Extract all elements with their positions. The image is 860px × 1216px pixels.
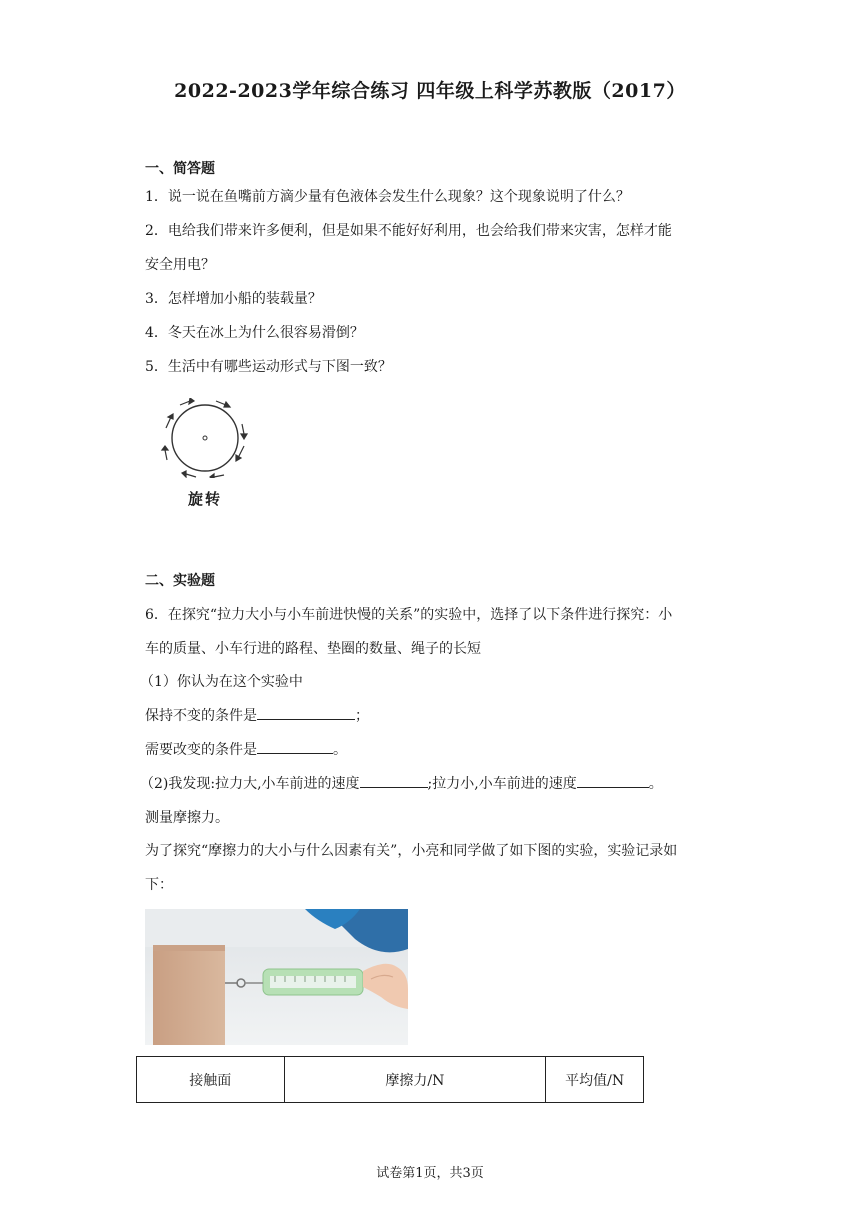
header-contact-surface: 接触面 xyxy=(137,1057,285,1103)
header-friction: 摩擦力/N xyxy=(284,1057,546,1103)
page-title: 2022-2023学年综合练习 四年级上科学苏教版（2017） xyxy=(174,80,686,102)
section-heading-short-answer: 一、简答题 xyxy=(145,161,215,177)
keep-condition-label: 保持不变的条件是 xyxy=(145,708,257,724)
change-condition-end: 。 xyxy=(333,742,347,758)
sub-question-1: （1）你认为在这个实验中 xyxy=(140,674,303,690)
friction-intro-line-1: 为了探究“摩擦力的大小与什么因素有关”，小亮和同学做了如下图的实验，实验记录如 xyxy=(145,843,678,859)
spring-scale-photo xyxy=(145,909,408,1045)
question-3: 3．怎样增加小船的装载量？ xyxy=(145,291,322,307)
question-4: 4．冬天在冰上为什么很容易滑倒？ xyxy=(145,325,364,341)
friction-intro-line-2: 下： xyxy=(145,877,173,893)
question-6-line-2: 车的质量、小车行进的路程、垫圈的数量、绳子的长短 xyxy=(145,641,481,657)
change-condition-line xyxy=(145,739,347,759)
question-1: 1．说一说在鱼嘴前方滴少量有色液体会发生什么现象？这个现象说明了什么？ xyxy=(145,189,630,205)
friction-record-table xyxy=(136,1056,644,1103)
sub-question-2-part-b: ;拉力小,小车前进的速度 xyxy=(427,776,577,792)
sub-question-2 xyxy=(140,773,663,793)
page-footer: 试卷第1页，共3页 xyxy=(376,1166,484,1181)
question-6-line-1: 6．在探究“拉力大小与小车前进快慢的关系”的实验中，选择了以下条件进行探究：小 xyxy=(145,607,673,623)
slow-speed-blank[interactable] xyxy=(577,773,649,788)
friction-experiment-photo xyxy=(145,909,408,1045)
header-average: 平均值/N xyxy=(546,1057,644,1103)
fast-speed-blank[interactable] xyxy=(360,773,428,788)
change-condition-blank[interactable] xyxy=(257,739,333,754)
section-heading-experiment: 二、实验题 xyxy=(145,573,215,589)
rotation-label: 旋转 xyxy=(187,490,222,508)
measure-friction-text: 测量摩擦力。 xyxy=(145,810,229,826)
rotation-diagram xyxy=(160,398,250,478)
keep-condition-blank[interactable] xyxy=(257,705,355,720)
keep-condition-line xyxy=(145,705,369,725)
rotation-figure xyxy=(160,398,250,506)
sub-question-2-end: 。 xyxy=(648,776,663,792)
question-5: 5．生活中有哪些运动形式与下图一致？ xyxy=(145,359,392,375)
question-2-line-2: 安全用电？ xyxy=(145,257,215,273)
table-header-row xyxy=(137,1057,644,1103)
question-2-line-1: 2．电给我们带来许多便利，但是如果不能好好利用，也会给我们带来灾害，怎样才能 xyxy=(145,223,672,239)
change-condition-label: 需要改变的条件是 xyxy=(145,742,257,758)
keep-condition-end: ； xyxy=(355,708,369,724)
sub-question-2-part-a: （2)我发现:拉力大,小车前进的速度 xyxy=(140,776,360,792)
